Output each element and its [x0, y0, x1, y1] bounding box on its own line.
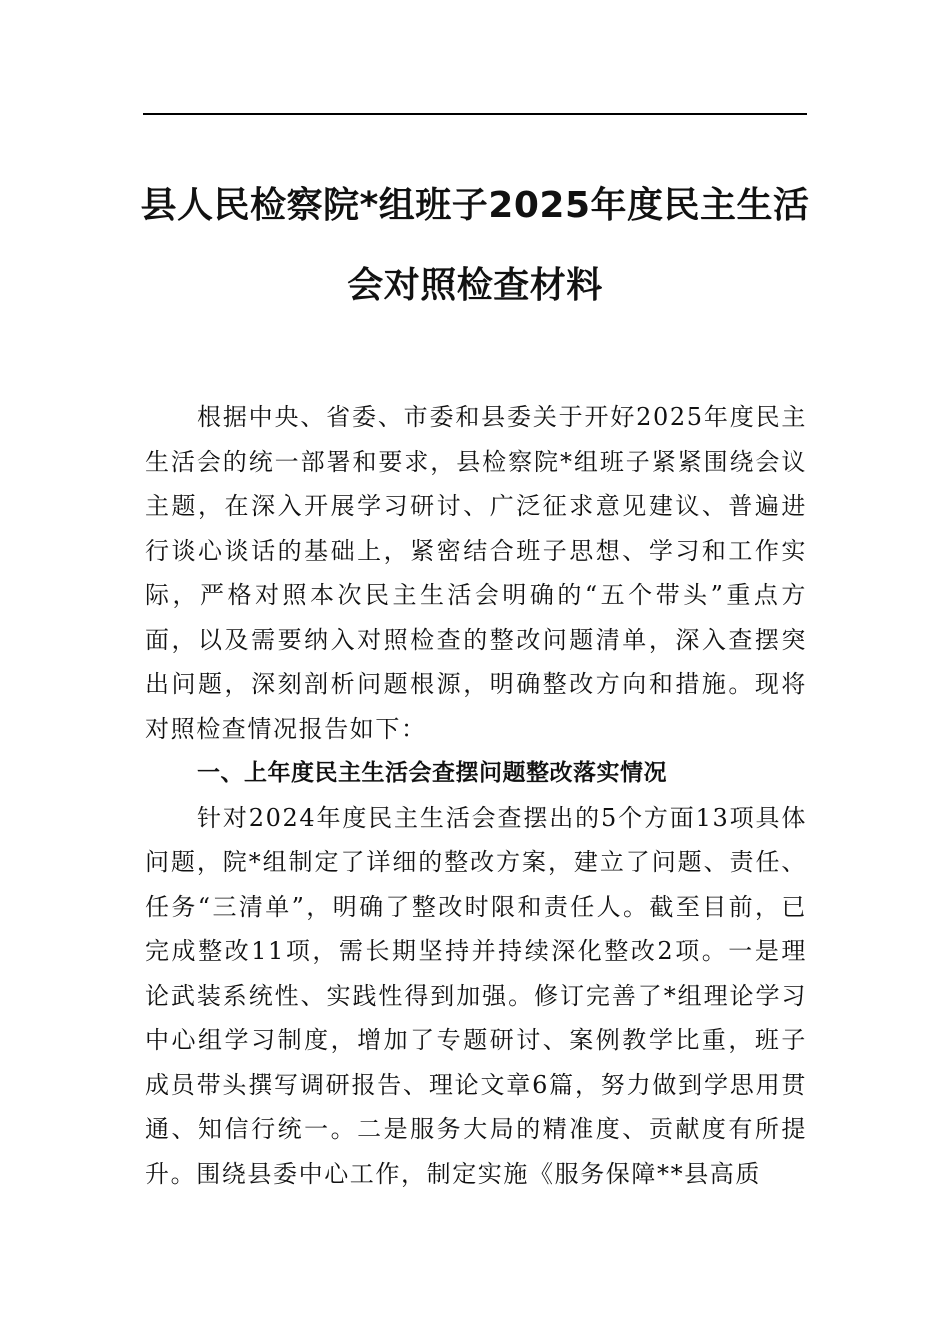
section-1-heading: 一、上年度民主生活会查摆问题整改落实情况: [197, 760, 667, 786]
section-1-paragraph: 针对2024年度民主生活会查摆出的5个方面13项具体问题，院*组制定了详细的整改方案，建立了问题、责任、任务“三清单”，明确了整改时限和责任人。截至目前，已完成整改11项，需长期坚持并持续深化整改2项。一是理论武装系统性、实践性得到加强。修订完善了*组理论学习中心组学习制度，增加了专题研讨、案例教学比重，班子成员带头撰写调研报告、理论文章6篇，努力做到学思用贯通、知信行统一。二是服务大局的精准度、贡献度有所提升。围绕县委中心工作，制定实施《服务保障**县高质: [145, 803, 807, 1188]
header-rule: [143, 113, 807, 115]
document-body: [145, 395, 807, 1196]
document-title: 县人民检察院*组班子2025年度民主生活会对照检查材料: [140, 185, 810, 306]
intro-paragraph: 根据中央、省委、市委和县委关于开好2025年度民主生活会的统一部署和要求，县检察院*组班子紧紧围绕会议主题，在深入开展学习研讨、广泛征求意见建议、普遍进行谈心谈话的基础上，紧密结合班子思想、学习和工作实际，严格对照本次民主生活会明确的“五个带头”重点方面，以及需要纳入对照检查的整改问题清单，深入查摆突出问题，深刻剖析问题根源，明确整改方向和措施。现将对照检查情况报告如下：: [145, 403, 807, 743]
